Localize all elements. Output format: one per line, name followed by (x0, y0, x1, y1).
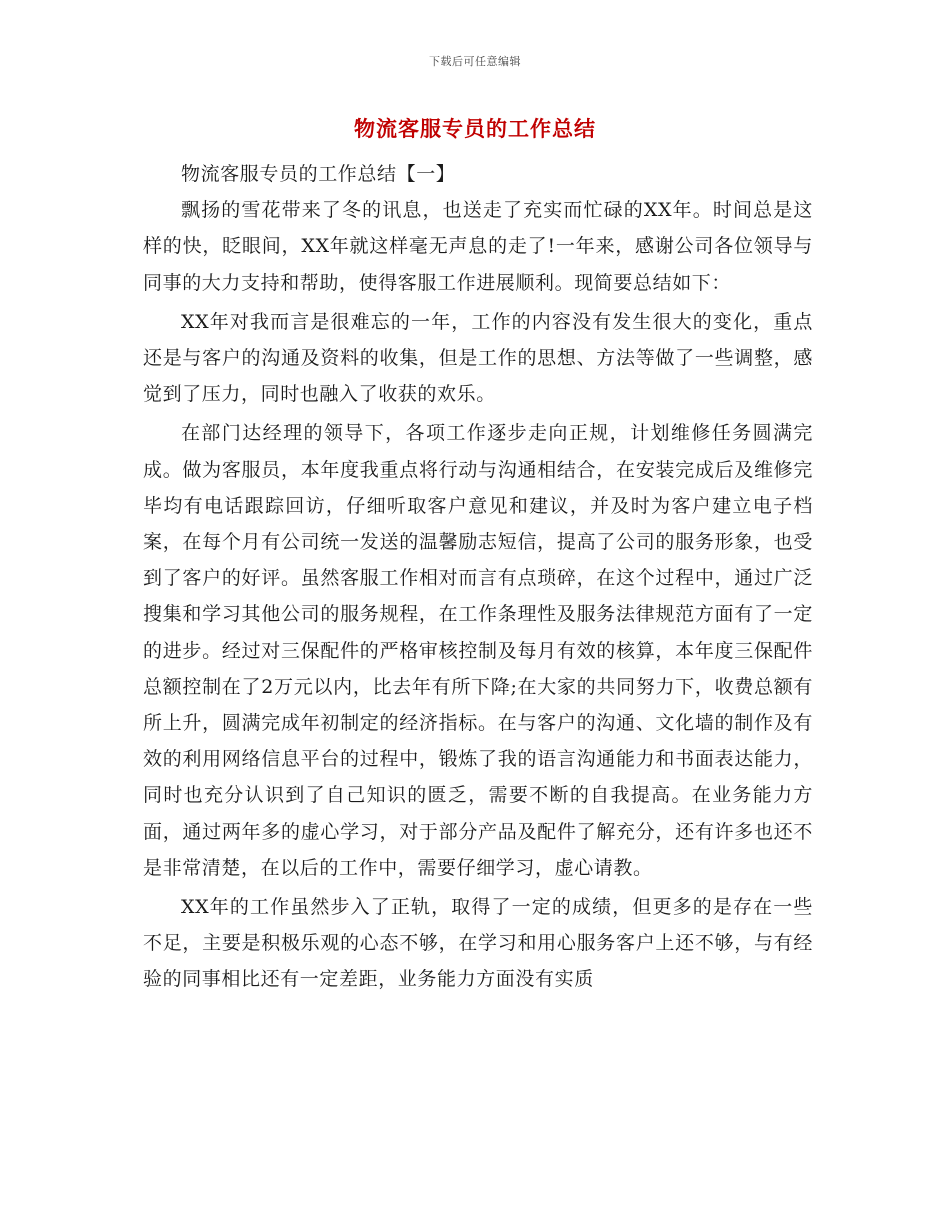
paragraph-2: XX年对我而言是很难忘的一年，工作的内容没有发生很大的变化，重点还是与客户的沟通及资料的收集，但是工作的思想、方法等做了一些调整，感觉到了压力，同时也融入了收获的欢乐。 (143, 310, 813, 406)
paragraph-3: 在部门达经理的领导下，各项工作逐步走向正规，计划维修任务圆满完成。做为客服员，本年度我重点将行动与沟通相结合，在安装完成后及维修完毕均有电话跟踪回访，仔细听取客户意见和建议，并及时为客户建立电子档案，在每个月有公司统一发送的温馨励志短信，提高了公司的服务形象，也受到了客户的好评。虽然客服工作相对而言有点琐碎，在这个过程中，通过广泛搜集和学习其他公司的服务规程，在工作条理性及服务法律规范方面有了一定的进步。经过对三保配件的严格审核控制及每月有效的核算，本年度三保配件总额控制在了2万元以内，比去年有所下降;在大家的共同努力下，收费总额有所上升，圆满完成年初制定的经济指标。在与客户的沟通、文化墙的制作及有效的利用网络信息平台的过程中，锻炼了我的语言沟通能力和书面表达能力，同时也充分认识到了自己知识的匮乏，需要不断的自我提高。在业务能力方面，通过两年多的虚心学习，对于部分产品及配件了解充分，还有许多也还不是非常清楚，在以后的工作中，需要仔细学习，虚心请教。 (143, 422, 813, 879)
header-note: 下载后可任意编辑 (429, 55, 521, 68)
document-body (143, 156, 813, 998)
paragraph-4: XX年的工作虽然步入了正轨，取得了一定的成绩，但更多的是存在一些不足，主要是积极乐观的心态不够，在学习和用心服务客户上还不够，与有经验的同事相比还有一定差距，业务能力方面没有实质 (143, 896, 813, 991)
paragraph-1: 飘扬的雪花带来了冬的讯息，也送走了充实而忙碌的XX年。时间总是这样的快，眨眼间，XX年就这样毫无声息的走了!一年来，感谢公司各位领导与同事的大力支持和帮助，使得客服工作进展顺利。现简要总结如下： (143, 199, 813, 294)
document-title: 物流客服专员的工作总结 (354, 116, 596, 141)
section-heading: 物流客服专员的工作总结【一】 (181, 163, 456, 185)
